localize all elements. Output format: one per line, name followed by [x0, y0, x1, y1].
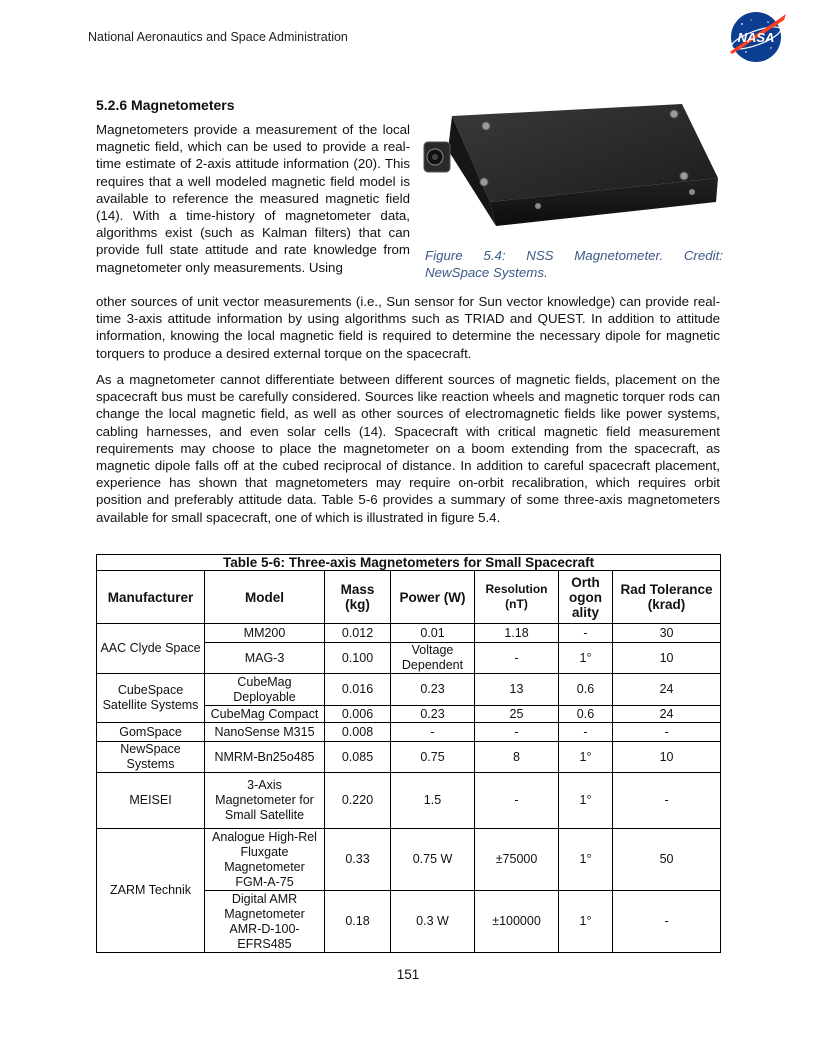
cell-resolution: 13 — [475, 674, 559, 706]
cell-manufacturer: AAC Clyde Space — [97, 624, 205, 674]
header-power: Power (W) — [391, 571, 475, 624]
cell-model: Digital AMR Magnetometer AMR-D-100-EFRS485 — [205, 891, 325, 953]
cell-orthogonality: - — [559, 624, 613, 643]
cell-orthogonality: - — [559, 723, 613, 742]
figure-caption: Figure 5.4: NSS Magnetometer. Credit: NewSpace Systems. — [425, 248, 723, 281]
cell-manufacturer: NewSpace Systems — [97, 742, 205, 773]
cell-model: CubeMag Deployable — [205, 674, 325, 706]
table-title: Table 5-6: Three-axis Magnetometers for Small Spacecraft — [97, 555, 721, 571]
cell-orthogonality: 1° — [559, 643, 613, 674]
paragraph-intro-left: Magnetometers provide a measurement of the local magnetic field, which can be used to provide a real-time estimate of 2-axis attitude information (20). This requires that a well modeled magnetic field model is available to reference the measured magnetic field (14). With a time-history of magnetometer data, algorithms exist (such as Kalman filters) that can provide full state attitude and rate knowledge from magnetometer only measurements. Using — [96, 122, 410, 275]
cell-rad: 50 — [613, 829, 721, 891]
cell-model: NMRM-Bn25o485 — [205, 742, 325, 773]
cell-resolution: 8 — [475, 742, 559, 773]
header-orthogonality: Orth ogon ality — [559, 571, 613, 624]
cell-model: 3-Axis Magnetometer for Small Satellite — [205, 773, 325, 829]
cell-resolution: ±100000 — [475, 891, 559, 953]
cell-resolution: 1.18 — [475, 624, 559, 643]
cell-orthogonality: 0.6 — [559, 674, 613, 706]
page-number: 151 — [396, 967, 420, 982]
cell-rad: 30 — [613, 624, 721, 643]
cell-mass: 0.18 — [325, 891, 391, 953]
nasa-logo-icon — [724, 8, 788, 64]
header-manufacturer: Manufacturer — [97, 571, 205, 624]
cell-orthogonality: 1° — [559, 829, 613, 891]
cell-orthogonality: 1° — [559, 891, 613, 953]
table-row — [97, 674, 721, 706]
cell-power: 0.75 W — [391, 829, 475, 891]
cell-rad: - — [613, 723, 721, 742]
cell-resolution: 25 — [475, 706, 559, 723]
cell-mass: 0.006 — [325, 706, 391, 723]
cell-power: 0.01 — [391, 624, 475, 643]
cell-model: NanoSense M315 — [205, 723, 325, 742]
cell-power: 1.5 — [391, 773, 475, 829]
cell-mass: 0.008 — [325, 723, 391, 742]
cell-mass: 0.100 — [325, 643, 391, 674]
cell-manufacturer: ZARM Technik — [97, 829, 205, 953]
table-row — [97, 829, 721, 891]
cell-rad: - — [613, 891, 721, 953]
cell-orthogonality: 1° — [559, 773, 613, 829]
magnetometer-photo — [420, 98, 722, 248]
cell-power: 0.75 — [391, 742, 475, 773]
cell-mass: 0.016 — [325, 674, 391, 706]
cell-manufacturer: CubeSpace Satellite Systems — [97, 674, 205, 723]
cell-orthogonality: 1° — [559, 742, 613, 773]
paragraph-placement: As a magnetometer cannot differentiate between different sources of magnetic fields, placement on the spacecraft bus must be carefully considered. Sources like reaction wheels and magnetic torquer rods can change the local magnetic field, as well as other sources of electromagnetic fields like power systems, cabling harnesses, and even solar cells (14). Spacecraft with critical magnetic field measurement requirements may choose to place the magnetometer on a boom extending from the spacecraft, as magnetic dipole falls off at the cubed reciprocal of distance. In addition to careful spacecraft placement, experience has shown that magnetometers may require on-orbit recalibration, which requires orbit position and preferably attitude data. Table 5-6 provides a summary of some three-axis magnetometers available for small spacecraft, one of which is illustrated in figure 5.4. — [96, 372, 720, 525]
cell-mass: 0.012 — [325, 624, 391, 643]
table-row — [97, 624, 721, 643]
cell-power: 0.23 — [391, 674, 475, 706]
cell-power: - — [391, 723, 475, 742]
cell-model: CubeMag Compact — [205, 706, 325, 723]
table-row — [97, 723, 721, 742]
cell-manufacturer: GomSpace — [97, 723, 205, 742]
cell-manufacturer: MEISEI — [97, 773, 205, 829]
paragraph-intro-continued: other sources of unit vector measurements (i.e., Sun sensor for Sun vector knowledge) can provide real-time 3-axis attitude information by using algorithms such as TRIAD and QUEST. In addition to attitude information, knowing the local magnetic field is required to determine the necessary dipole for magnetic torquers to produce a desired external torque on the spacecraft. — [96, 294, 720, 361]
header-resolution: Resolution (nT) — [475, 571, 559, 624]
header-model: Model — [205, 571, 325, 624]
cell-rad: 10 — [613, 643, 721, 674]
cell-resolution: - — [475, 643, 559, 674]
cell-power: Voltage Dependent — [391, 643, 475, 674]
cell-power: 0.3 W — [391, 891, 475, 953]
magnetometer-table — [96, 554, 721, 953]
cell-orthogonality: 0.6 — [559, 706, 613, 723]
cell-model: MM200 — [205, 624, 325, 643]
cell-mass: 0.33 — [325, 829, 391, 891]
cell-rad: 24 — [613, 706, 721, 723]
cell-resolution: ±75000 — [475, 829, 559, 891]
cell-model: MAG-3 — [205, 643, 325, 674]
cell-model: Analogue High-Rel Fluxgate Magnetometer FGM-A-75 — [205, 829, 325, 891]
cell-resolution: - — [475, 773, 559, 829]
cell-power: 0.23 — [391, 706, 475, 723]
table-row — [97, 773, 721, 829]
cell-rad: 10 — [613, 742, 721, 773]
nasa-logo-text: NASA — [737, 30, 775, 45]
cell-mass: 0.220 — [325, 773, 391, 829]
table-row — [97, 742, 721, 773]
cell-rad: - — [613, 773, 721, 829]
cell-rad: 24 — [613, 674, 721, 706]
cell-resolution: - — [475, 723, 559, 742]
header-rad-tolerance: Rad Tolerance (krad) — [613, 571, 721, 624]
section-heading: 5.2.6 Magnetometers — [96, 97, 235, 113]
cell-mass: 0.085 — [325, 742, 391, 773]
document-header-org: National Aeronautics and Space Administration — [88, 30, 348, 44]
header-mass: Mass (kg) — [325, 571, 391, 624]
